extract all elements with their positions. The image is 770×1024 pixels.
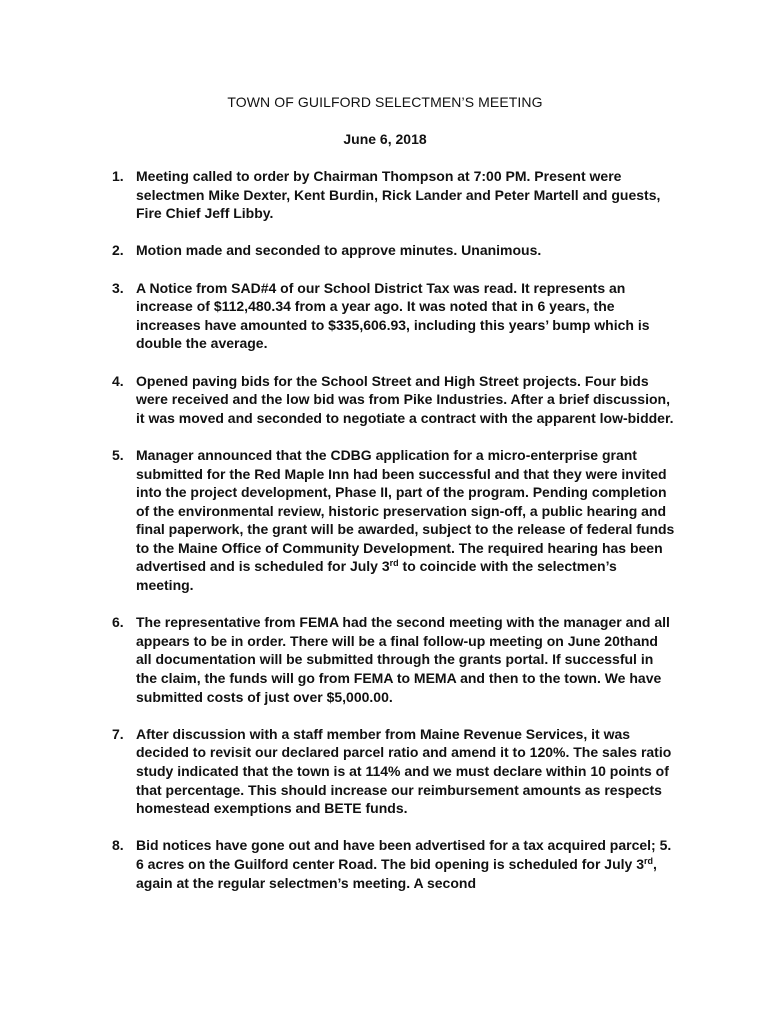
minutes-item-3 xyxy=(0,279,676,353)
item-text: After discussion with a staff member from Maine Revenue Services, it was decided to revisit our declared parcel ratio and amend it to 120%. The sales ratio study indicated that the town is at 114% and we must declare within 10 points of that percentage. This should increase our reimbursement amounts as respects homestead exemptions and BETE funds. xyxy=(136,725,672,817)
item-text: The representative from FEMA had the second meeting with the manager and all appears to be in order. There will be a final follow-up meeting on June 20thand all documentation will be submitted through the grants portal. If successful in the claim, the funds will go from FEMA to MEMA and then to the town. We have submitted costs of just over $5,000.00. xyxy=(136,614,670,705)
item-text-part: to coincide with the selectmen’s meeting. xyxy=(136,558,617,594)
document-title: TOWN OF GUILFORD SELECTMEN’S MEETING xyxy=(227,94,543,110)
item-text: Motion made and seconded to approve minutes. Unanimous. xyxy=(136,242,542,259)
minutes-item-5 xyxy=(0,446,676,595)
item-text: Opened paving bids for the School Street and High Street projects. Four bids were received and the low bid was from Pike Industries. After a brief discussion, it was moved and seconded to negotiate a contract with the apparent low-bidder. xyxy=(136,372,674,426)
minutes-item-4 xyxy=(0,372,676,428)
minutes-list xyxy=(0,167,770,911)
item-number: 5. xyxy=(112,446,124,463)
item-text-part: , again at the regular selectmen’s meeting. A second xyxy=(136,855,657,891)
ordinal-suffix: rd xyxy=(389,558,399,569)
item-number: 7. xyxy=(112,725,124,742)
minutes-item-8 xyxy=(0,836,676,892)
minutes-item-7 xyxy=(0,725,676,818)
minutes-item-2 xyxy=(0,241,676,260)
item-text-part: Manager announced that the CDBG application for a micro-enterprise grant submitted for the Red Maple Inn had been successful and that they were invited into the project development, Phase II, part of the program. Pending completion of the environmental review, historic preservation sign-off, a public hearing and final paperwork, the grant will be awarded, subject to the release of federal funds to the Maine Office of Community Development. The required hearing has been advertised and is scheduled for July 3 xyxy=(136,446,675,575)
item-text xyxy=(136,447,674,593)
item-number: 2. xyxy=(112,242,124,259)
item-text-part: Bid notices have gone out and have been advertised for a tax acquired parcel; 5. 6 acres on the Guilford center Road. The bid opening is scheduled for July 3 xyxy=(136,837,672,872)
item-text xyxy=(136,837,671,890)
ordinal-suffix: rd xyxy=(643,855,653,866)
meeting-date: June 6, 2018 xyxy=(343,131,427,147)
item-number: 6. xyxy=(112,614,124,631)
item-number: 1. xyxy=(112,168,124,184)
minutes-item-1 xyxy=(0,167,676,223)
item-number: 8. xyxy=(112,837,124,854)
minutes-item-6 xyxy=(0,613,676,706)
item-text: Meeting called to order by Chairman Thompson at 7:00 PM. Present were selectmen Mike Dexter, Kent Burdin, Rick Lander and Peter Martell and guests, Fire Chief Jeff Libby. xyxy=(136,168,661,222)
item-text: A Notice from SAD#4 of our School District Tax was read. It represents an increase of $112,480.34 from a year ago. It was noted that in 6 years, the increases have amounted to $335,606.93, including this years’ bump which is double the average. xyxy=(136,279,650,352)
item-number: 3. xyxy=(112,279,124,296)
item-number: 4. xyxy=(112,372,124,389)
